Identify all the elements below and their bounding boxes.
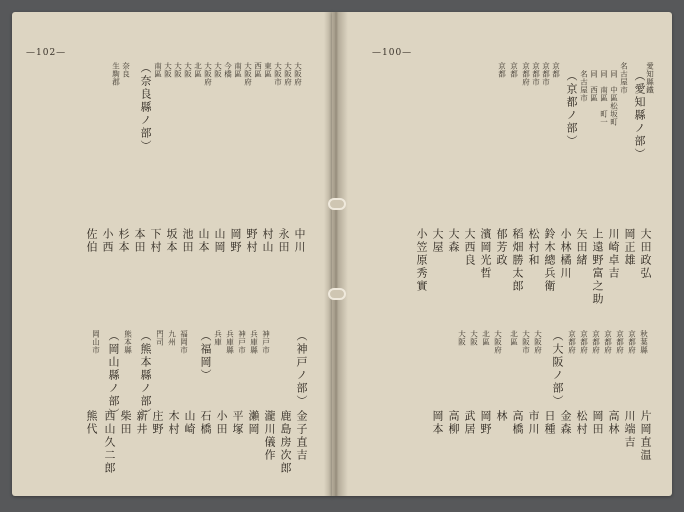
right-page-column: 金森 (559, 410, 572, 436)
right-page-column: 鈴木總兵衛 (543, 228, 556, 293)
right-page-column: 小林橘川 (559, 228, 572, 280)
left-page-column: 大阪府 (283, 62, 293, 86)
right-page-column: 大阪 (457, 330, 467, 346)
right-page-column: 北區 (481, 330, 491, 346)
right-page-column: 愛知縣鐵 (645, 62, 655, 94)
left-page-column: 兵庫縣 (225, 330, 235, 354)
right-page-column: 同 西區 (589, 70, 599, 102)
left-page-column: 北區 (193, 62, 203, 78)
right-page-column: 市川 (527, 410, 540, 436)
left-page-column: 東區 (263, 62, 273, 78)
left-page-column: 坂本 (165, 228, 178, 254)
left-page-column: 福岡市 (179, 330, 189, 354)
binding-staple (328, 198, 346, 210)
left-page-column: 村山 (261, 228, 274, 254)
right-page-column: 岡田 (591, 410, 604, 436)
left-page-column: （熊本縣ノ部） (139, 330, 152, 421)
right-page-column: 岡正雄 (623, 228, 636, 267)
right-page-column: 高柳 (447, 410, 460, 436)
left-page-column: 金子直吉 (295, 410, 308, 462)
right-page-column: 京都 (509, 62, 519, 78)
left-page-column: 大阪 (183, 62, 193, 78)
left-page-column: 南區 (153, 62, 163, 78)
right-page-column: 上遠野富之助 (591, 228, 604, 306)
left-page-column: 岡山市 (91, 330, 101, 354)
left-page-column: 九州 (167, 330, 177, 346)
right-page-column: 同 中區松坂町 (609, 70, 619, 126)
right-page-column: 北區 (509, 330, 519, 346)
left-page-column: 杉本 (117, 228, 130, 254)
right-page-column: 大阪府 (533, 330, 543, 354)
right-page-column: 林 (495, 410, 508, 423)
left-page-column: 大阪 (163, 62, 173, 78)
right-page-column: 濱岡光哲 (479, 228, 492, 280)
right-page-column: 大西良 (463, 228, 476, 267)
left-page-column: 新井 (135, 410, 148, 436)
right-page-column: 京都 (497, 62, 507, 78)
right-page-column: （愛知縣ノ部） (633, 70, 646, 161)
right-page-column: 京都府 (567, 330, 577, 354)
right-page-column: 京都府 (603, 330, 613, 354)
right-page-column: 小笠原秀實 (415, 228, 428, 293)
left-page-column: 野村 (245, 228, 258, 254)
right-page-column: 岡野 (479, 410, 492, 436)
right-page-column: 京都府 (615, 330, 625, 354)
right-page-column: 名古屋市 (579, 70, 589, 102)
left-page-column: 山崎 (183, 410, 196, 436)
right-page-column: （大阪ノ部） (551, 330, 564, 408)
right-page-column: 矢田緒 (575, 228, 588, 267)
left-page-column: 瀨岡 (247, 410, 260, 436)
left-page-column: 瀧川儀作 (263, 410, 276, 462)
left-page-column: 熊代 (85, 410, 98, 436)
left-page-column: 熊本縣 (123, 330, 133, 354)
left-page-column: （神戸ノ部） (295, 330, 308, 408)
left-page-column: 大阪市 (273, 62, 283, 86)
right-page-column: 松村和 (527, 228, 540, 267)
right-page-column: 大阪市 (521, 330, 531, 354)
left-page-column: 兵庫 (213, 330, 223, 346)
left-page-column: 大阪 (173, 62, 183, 78)
left-page-column: 平塚 (231, 410, 244, 436)
right-page-column: 大田政弘 (639, 228, 652, 280)
left-page-column: 小田 (215, 410, 228, 436)
left-page-column: 門司 (155, 330, 165, 346)
right-page-column: 京都 (551, 62, 561, 78)
right-page-column: 松村 (575, 410, 588, 436)
right-page-column: 日種 (543, 410, 556, 436)
left-page-column: 鹿島房次郎 (279, 410, 292, 475)
right-page-column: 秋葉縣 (639, 330, 649, 354)
left-page-number: —102— (26, 48, 67, 58)
left-page-column: 山岡 (213, 228, 226, 254)
right-page-column: 京都府 (591, 330, 601, 354)
right-page-column: 武居 (463, 410, 476, 436)
right-page-column: 京都府 (579, 330, 589, 354)
left-page-column: 永田 (277, 228, 290, 254)
left-page-column: 西區 (253, 62, 263, 78)
right-page-column: （京都ノ部） (565, 70, 578, 148)
right-page-column: 川崎卓吉 (607, 228, 620, 280)
right-page-column: 京都府 (627, 330, 637, 354)
left-page-column: 岡野 (229, 228, 242, 254)
left-page-column: 佐伯 (85, 228, 98, 254)
right-page-column: 岡本 (431, 410, 444, 436)
left-page-column: （岡山縣ノ部） (107, 330, 120, 421)
right-page-column: 大森 (447, 228, 460, 254)
left-page-column: 山本 (197, 228, 210, 254)
right-page-column: 名古屋市 (619, 62, 629, 94)
left-page-column: 生駒郡 (111, 62, 121, 86)
left-page-column: 神戸市 (237, 330, 247, 354)
right-page-column: 郁芳政 (495, 228, 508, 267)
left-page-column: 本田 (133, 228, 146, 254)
book-gutter (324, 12, 348, 496)
left-page-column: （福岡） (199, 330, 212, 382)
right-page-column: 稻畑勝太郎 (511, 228, 524, 293)
left-page-column: 今橋 (223, 62, 233, 78)
binding-staple (328, 288, 346, 300)
right-page-column: 高林 (607, 410, 620, 436)
right-page-column: 川端吉 (623, 410, 636, 449)
left-page-column: 西山久二郎 (103, 410, 116, 475)
left-page-column: 大阪府 (293, 62, 303, 86)
right-page-column: 片岡直温 (639, 410, 652, 462)
right-page-column: 高橋 (511, 410, 524, 436)
left-page-column: 下村 (149, 228, 162, 254)
right-page-column: 大阪府 (493, 330, 503, 354)
left-page-column: 池田 (181, 228, 194, 254)
left-page-column: 奈良 (121, 62, 131, 78)
left-page-column: （奈良縣ノ部） (139, 62, 152, 153)
left-page-column: 庄野 (151, 410, 164, 436)
right-page-column: 同 南區 町一 (599, 70, 609, 126)
right-page-column: 京都市 (531, 62, 541, 86)
right-page-column: 京都市 (541, 62, 551, 86)
left-page-column: 神戸市 (261, 330, 271, 354)
right-page-column: 京都府 (521, 62, 531, 86)
left-page-column: 大阪府 (243, 62, 253, 86)
left-page-column: 南區 (233, 62, 243, 78)
left-page-column: 木村 (167, 410, 180, 436)
left-page-column: 柴田 (119, 410, 132, 436)
right-page-column: 大阪 (469, 330, 479, 346)
left-page-column: 大阪府 (203, 62, 213, 86)
left-page-column: 中川 (293, 228, 306, 254)
left-page-column: 小西 (101, 228, 114, 254)
right-page-column: 大屋 (431, 228, 444, 254)
right-page-number: —100— (372, 48, 413, 58)
left-page-column: 兵庫縣 (249, 330, 259, 354)
left-page-column: 石橋 (199, 410, 212, 436)
left-page-column: 大阪 (213, 62, 223, 78)
